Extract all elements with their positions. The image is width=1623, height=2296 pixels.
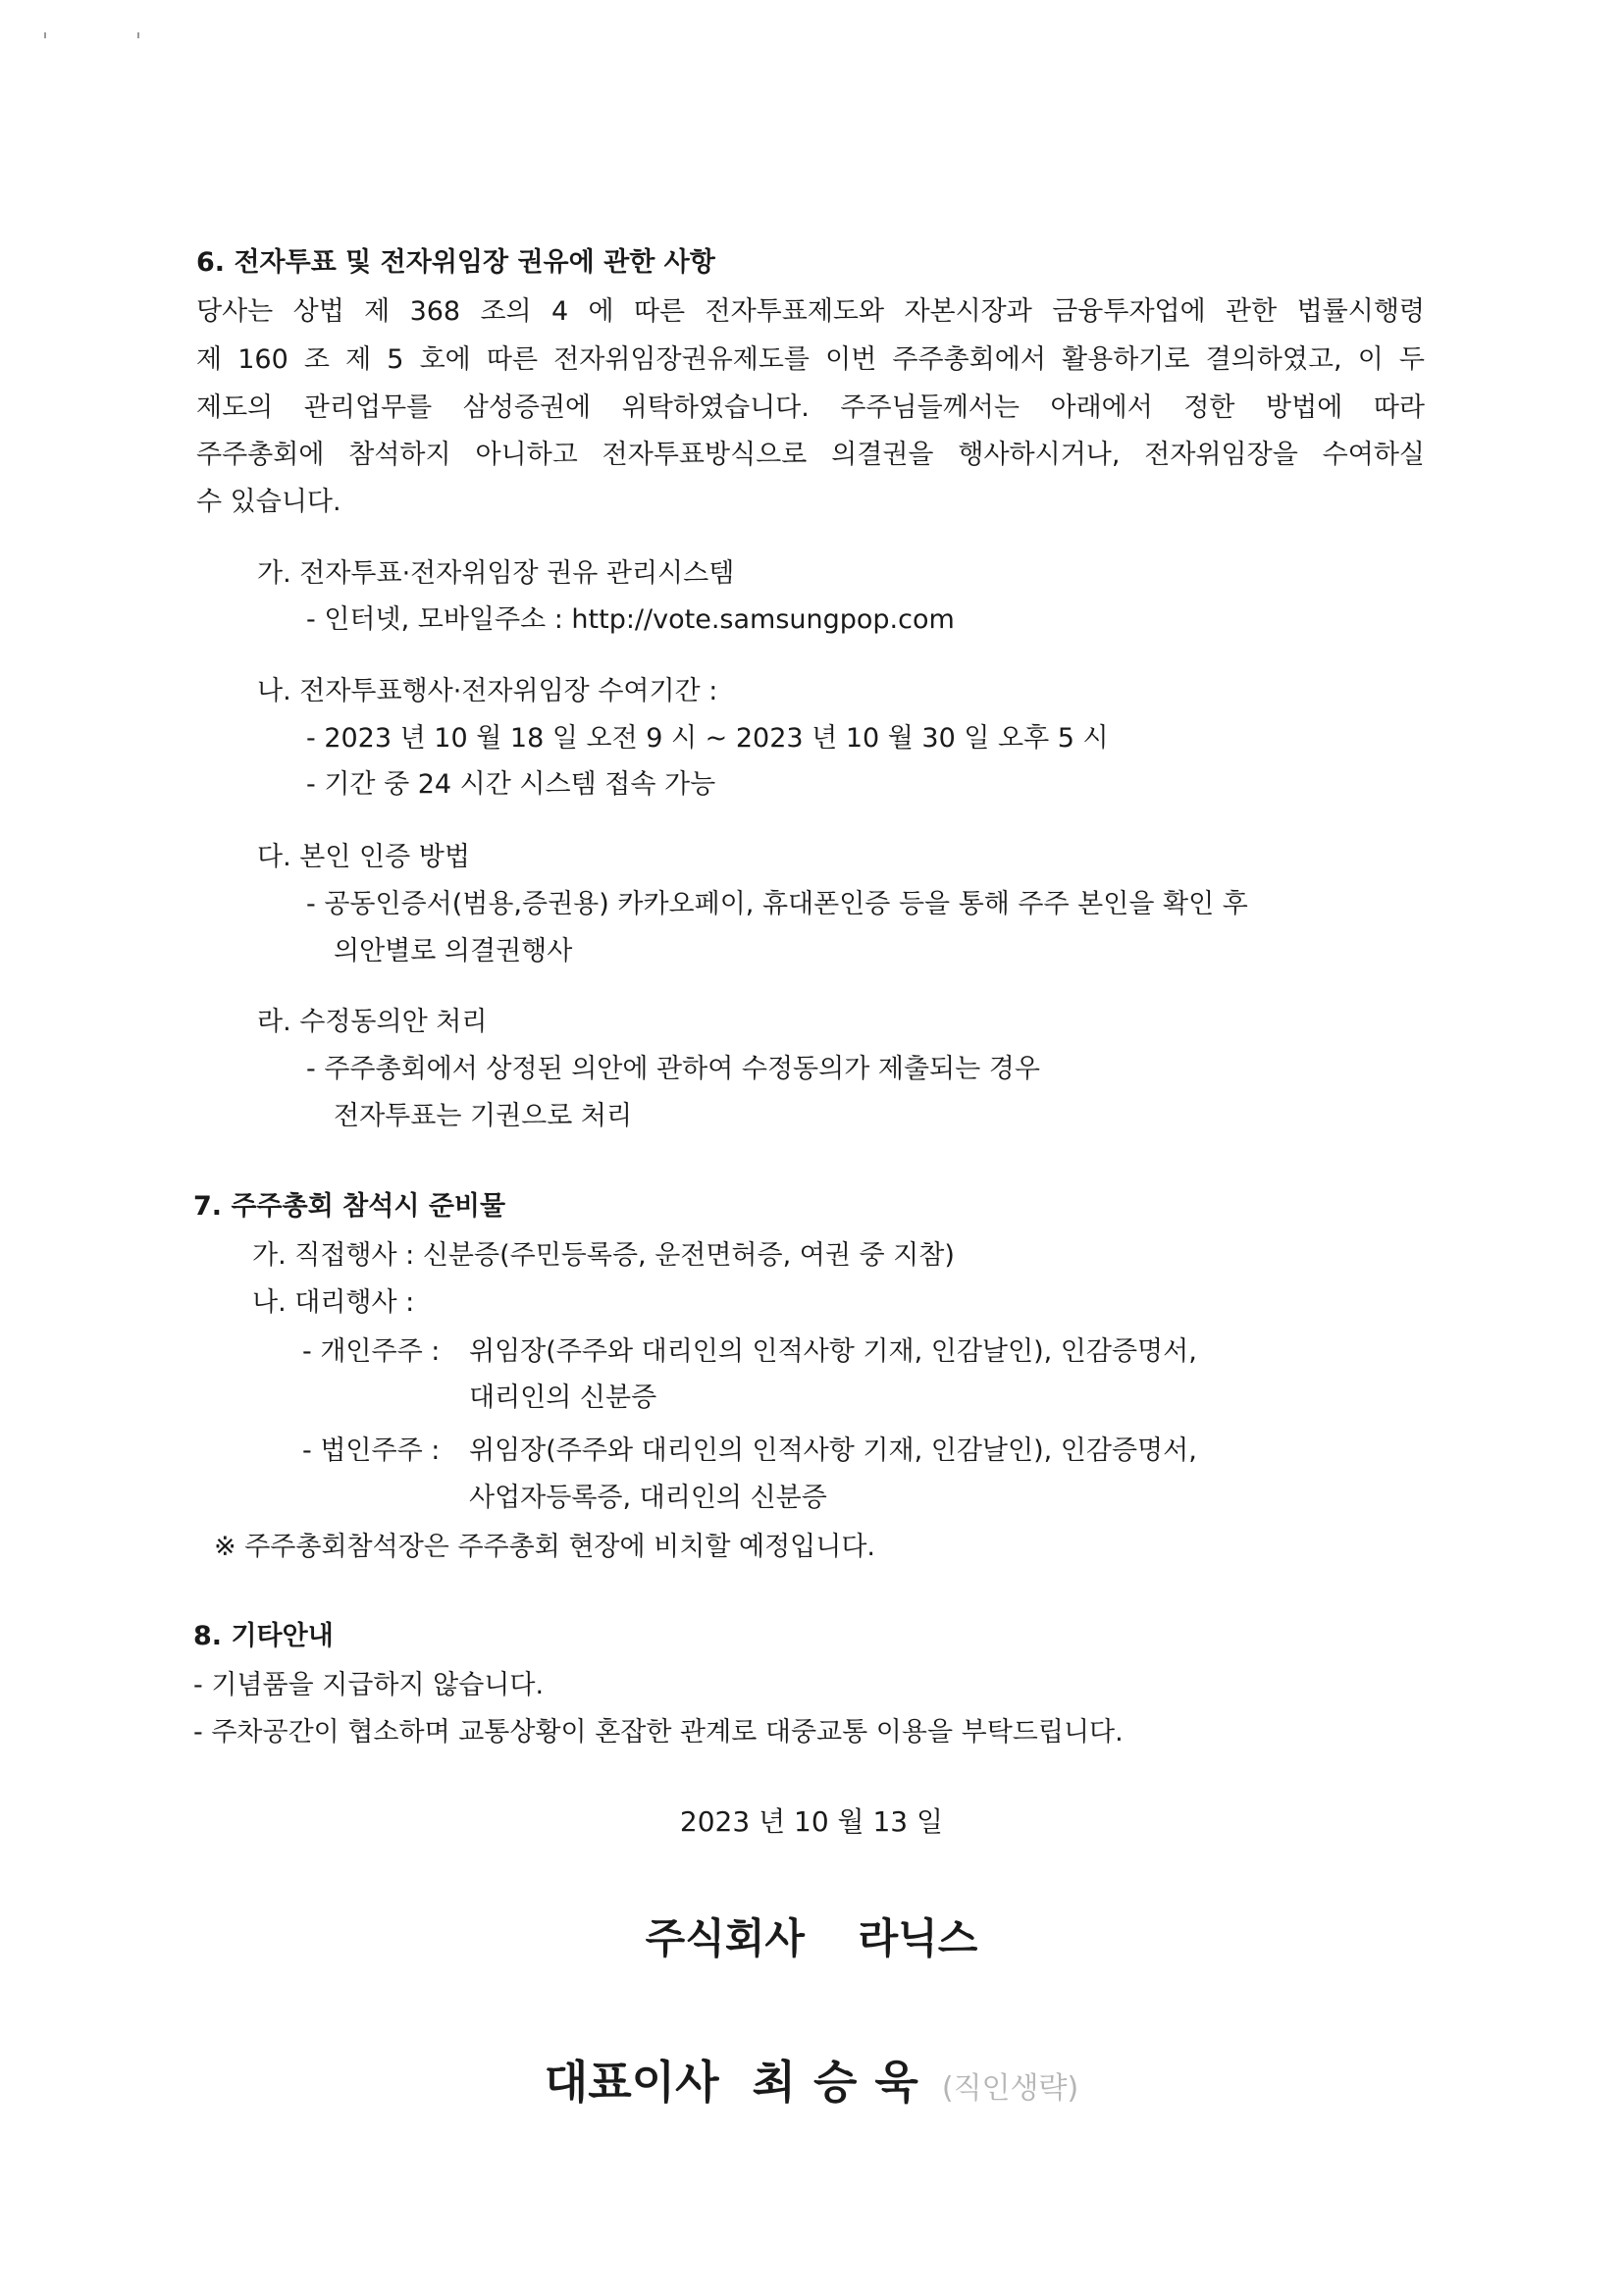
company-name: 주식회사 라닉스 xyxy=(645,1914,978,1962)
section6-da-line: 의안별로 의결권행사 xyxy=(334,936,573,966)
section6-heading: 6. 전자투표 및 전자위임장 권유에 관한 사항 xyxy=(196,247,715,278)
section7-ga: 가. 직접행사 : 신분증(주민등록증, 운전면허증, 여권 중 지참) xyxy=(252,1240,955,1271)
ceo-name: 최승욱 xyxy=(752,2056,936,2109)
section7-heading: 7. 주주총회 참석시 준비물 xyxy=(193,1191,506,1222)
section6-intro-line: 제 160 조 제 5 호에 따른 전자위임장권유제도를 이번 주주총회에서 활용하기로 결의하였고, 이 두 xyxy=(196,344,1425,375)
scan-mark xyxy=(44,32,46,38)
section8-line: - 기념품을 지급하지 않습니다. xyxy=(193,1670,545,1700)
section6-ga-title: 가. 전자투표·전자위임장 권유 관리시스템 xyxy=(257,558,735,589)
section6-ra-line: - 주주총회에서 상정된 의안에 관하여 수정동의가 제출되는 경우 xyxy=(306,1054,1040,1084)
section6-ra-title: 라. 수정동의안 처리 xyxy=(257,1007,488,1037)
section7-individual-line: 대리인의 신분증 xyxy=(469,1383,657,1413)
section6-intro-line: 당사는 상법 제 368 조의 4 에 따른 전자투표제도와 자본시장과 금융투자업에 관한 법률시행령 xyxy=(196,296,1425,327)
ceo-title: 대표이사 xyxy=(544,2056,719,2109)
section7-individual-label: - 개인주주 : xyxy=(302,1336,441,1367)
seal-omitted-note: (직인생략) xyxy=(941,2071,1079,2106)
section8-line: - 주차공간이 협소하며 교통상황이 혼잡한 관계로 대중교통 이용을 부탁드립니다. xyxy=(193,1717,1124,1748)
section6-ga-address: - 인터넷, 모바일주소 : http://vote.samsungpop.com xyxy=(306,604,955,635)
section6-na-period: - 2023 년 10 월 18 일 오전 9 시 ~ 2023 년 10 월 30 일 오후 5 시 xyxy=(306,723,1109,754)
ceo-signature-line xyxy=(0,2053,1623,2122)
section7-corporate-label: - 법인주주 : xyxy=(302,1435,441,1466)
section6-na-title: 나. 전자투표행사·전자위임장 수여기간 : xyxy=(257,676,718,706)
section6-da-title: 다. 본인 인증 방법 xyxy=(257,842,470,872)
closing-date: 2023 년 10 월 13 일 xyxy=(679,1805,944,1838)
section6-da-line: - 공동인증서(범용,증권용) 카카오페이, 휴대폰인증 등을 통해 주주 본인을 확인 후 xyxy=(306,889,1248,919)
section8-heading: 8. 기타안내 xyxy=(193,1621,334,1651)
section6-intro-line: 제도의 관리업무를 삼성증권에 위탁하였습니다. 주주님들께서는 아래에서 정한 방법에 따라 xyxy=(196,392,1425,423)
section7-individual-line: 위임장(주주와 대리인의 인적사항 기재, 인감날인), 인감증명서, xyxy=(469,1336,1197,1367)
section6-ra-line: 전자투표는 기권으로 처리 xyxy=(334,1101,633,1131)
section6-na-access: - 기간 중 24 시간 시스템 접속 가능 xyxy=(306,769,716,800)
section7-corporate-line: 위임장(주주와 대리인의 인적사항 기재, 인감날인), 인감증명서, xyxy=(469,1435,1197,1466)
section6-intro-line: 주주총회에 참석하지 아니하고 전자투표방식으로 의결권을 행사하시거나, 전자위임장을 수여하실 xyxy=(196,440,1425,470)
section6-intro-line: 수 있습니다. xyxy=(196,487,341,517)
section7-na: 나. 대리행사 : xyxy=(252,1287,415,1318)
scan-mark xyxy=(137,32,139,38)
section7-corporate-line: 사업자등록증, 대리인의 신분증 xyxy=(469,1483,827,1513)
section7-note: ※ 주주총회참석장은 주주총회 현장에 비치할 예정입니다. xyxy=(214,1532,876,1562)
